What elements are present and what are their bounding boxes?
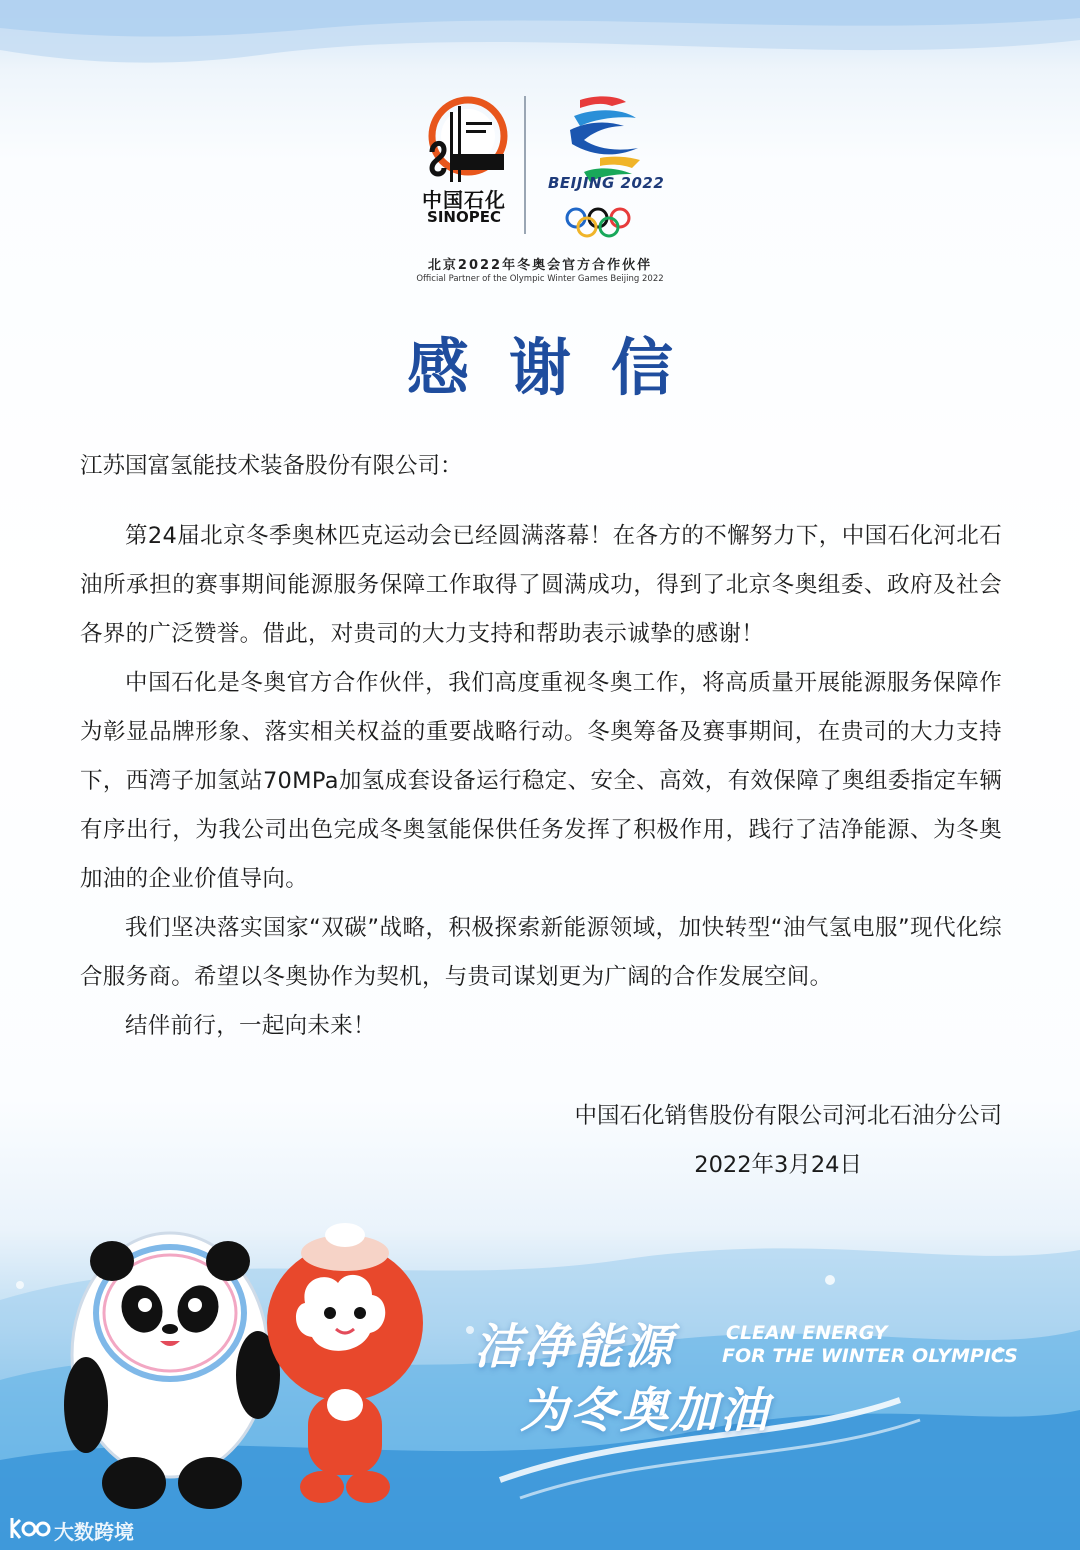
beijing-2022-emblem-icon xyxy=(540,92,670,242)
letter-paragraph: 我们坚决落实国家“双碳”战略，积极探索新能源领域，加快转型“油气氢电服”现代化综合服务商。希望以冬奥协作为契机，与贵司谋划更为广阔的合作发展空间。 xyxy=(80,915,1002,990)
watermark-logo-icon xyxy=(8,1514,52,1542)
letter-body xyxy=(80,442,1002,1051)
beijing-2022-wordmark: BEIJING 2022 xyxy=(548,174,665,192)
letter-recipient: 江苏国富氢能技术装备股份有限公司： xyxy=(80,453,463,479)
sinopec-name-en: SINOPEC xyxy=(427,208,501,226)
partner-title-en: Official Partner of the Olympic Winter Games Beijing 2022 xyxy=(416,274,664,284)
sinopec-name-cn: 中国石化 xyxy=(422,188,506,212)
signature-date: 2022年3月24日 xyxy=(694,1152,862,1178)
logo-divider xyxy=(524,96,526,234)
letter-paragraph: 中国石化是冬奥官方合作伙伴，我们高度重视冬奥工作，将高质量开展能源服务保障作为彰显品牌形象、落实相关权益的重要战略行动。冬奥筹备及赛事期间，在贵司的大力支持下，西湾子加氢站70MPa加氢成套设备运行稳定、安全、高效，有效保障了奥组委指定车辆有序出行，为我公司出色完成冬奥氢能保供任务发挥了积极作用，践行了洁净能源、为冬奥加油的企业价值导向。 xyxy=(80,670,1002,892)
slogan-en-line2: FOR THE WINTER OLYMPICS xyxy=(722,1345,1018,1367)
partner-title-cn: 北京2022年冬奥会官方合作伙伴 xyxy=(427,258,653,273)
letter-paragraph: 第24届北京冬季奥林匹克运动会已经圆满落幕！在各方的不懈努力下，中国石化河北石油所承担的赛事期间能源服务保障工作取得了圆满成功，得到了北京冬奥组委、政府及社会各界的广泛赞誉。借此，对贵司的大力支持和帮助表示诚挚的感谢！ xyxy=(80,523,1002,647)
header-logos xyxy=(400,92,680,292)
letter-title: 感谢信 xyxy=(406,331,713,404)
slogan-cn-line2: 为冬奥加油 xyxy=(520,1383,771,1439)
slogan-cn-line1: 洁净能源 xyxy=(474,1319,675,1375)
mascots-illustration-icon xyxy=(60,1205,440,1535)
letter-signature-block xyxy=(574,1092,1002,1190)
letter-paragraph: 结伴前行，一起向未来！ xyxy=(125,1013,376,1039)
signature-company: 中国石化销售股份有限公司河北石油分公司 xyxy=(574,1103,1002,1129)
watermark-text: 大数跨境 xyxy=(54,1520,134,1544)
slogan-en-line1: CLEAN ENERGY xyxy=(726,1322,888,1344)
